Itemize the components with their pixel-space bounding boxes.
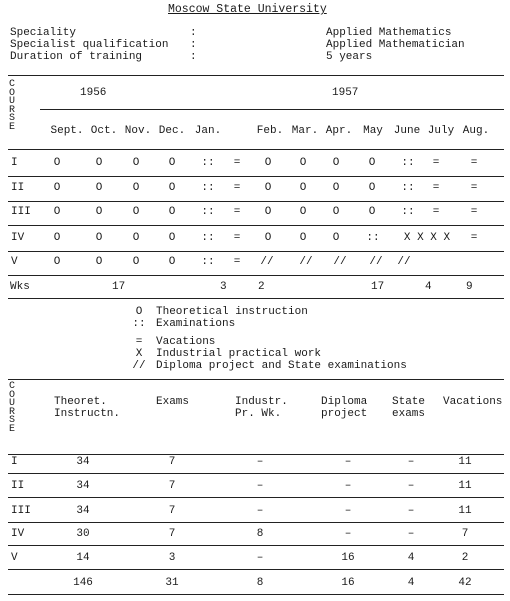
summary-total: 31: [165, 577, 179, 589]
summary-cell: 11: [458, 480, 472, 492]
schedule-cell: //: [369, 256, 383, 268]
summary-header: Instructn.: [54, 408, 121, 420]
course-letter: S: [8, 113, 15, 124]
summary-row-rule: [8, 473, 504, 474]
legend-text: Vacations: [156, 336, 216, 348]
month-rule: [8, 149, 504, 150]
legend-symbol: X: [135, 348, 143, 360]
summary-total: 8: [256, 577, 264, 589]
month-label: Jan.: [194, 125, 222, 137]
course-letter: R: [8, 406, 15, 418]
summary-row-rule: [8, 497, 504, 498]
month-label: Dec.: [158, 125, 186, 137]
info-label: Duration of training: [10, 51, 143, 63]
legend-text: Diploma project and State examinations: [156, 360, 407, 372]
schedule-cell: =: [233, 232, 241, 244]
schedule-cell: O: [95, 206, 103, 218]
info-value: Applied Mathematics: [326, 27, 452, 39]
row-rule: [8, 225, 504, 226]
schedule-cell: =: [233, 256, 241, 268]
schedule-cell: =: [233, 206, 241, 218]
summary-header: Exams: [156, 396, 190, 408]
summary-header: Pr. Wk.: [235, 408, 282, 420]
summary-course-label: II: [11, 480, 25, 492]
schedule-cell: O: [132, 182, 140, 194]
course-letter: R: [8, 104, 15, 116]
legend-symbol: O: [135, 306, 143, 318]
course-label: IV: [11, 232, 25, 244]
summary-cell: –: [344, 528, 352, 540]
summary-cell: 4: [407, 552, 415, 564]
info-separator: :: [190, 27, 197, 39]
summary-cell: –: [407, 456, 415, 468]
page-title: Moscow State University: [168, 3, 327, 16]
schedule-cell: O: [264, 157, 272, 169]
summary-course-label: III: [11, 505, 31, 517]
summary-cell: –: [407, 505, 415, 517]
schedule-cell: =: [470, 206, 478, 218]
summary-course-label: V: [11, 552, 18, 564]
course-letter: O: [8, 389, 15, 401]
schedule-cell: //: [333, 256, 347, 268]
schedule-cell: O: [332, 157, 340, 169]
legend-text: Examinations: [156, 318, 236, 330]
schedule-cell: =: [470, 232, 478, 244]
schedule-cell: O: [53, 182, 61, 194]
summary-cell: –: [256, 552, 264, 564]
schedule-cell: O: [368, 157, 376, 169]
month-label: Oct.: [90, 125, 118, 137]
summary-cell: 7: [461, 528, 469, 540]
schedule-cell: O: [95, 232, 103, 244]
schedule-cell: =: [233, 182, 241, 194]
month-label: Nov.: [124, 125, 152, 137]
schedule-cell: ::: [366, 232, 380, 244]
month-label: Aug.: [462, 125, 490, 137]
course-label: I: [11, 157, 18, 169]
summary-header: exams: [392, 408, 426, 420]
course-letter: U: [8, 398, 15, 409]
summary-top-rule: [8, 379, 504, 380]
month-label: Sept.: [50, 125, 84, 137]
summary-cell: –: [256, 456, 264, 468]
top-rule: [8, 75, 504, 76]
summary-cell: 2: [461, 552, 469, 564]
summary-cell: 16: [341, 552, 355, 564]
course-letter: S: [8, 415, 15, 426]
summary-cell: –: [344, 505, 352, 517]
month-label: May: [363, 125, 383, 137]
month-label: July: [427, 125, 455, 137]
info-label: Speciality: [10, 27, 77, 39]
row-rule: [8, 176, 504, 177]
schedule-cell: O: [264, 206, 272, 218]
summary-total: 42: [458, 577, 472, 589]
summary-header: Vacations: [443, 396, 503, 408]
schedule-cell: O: [299, 182, 307, 194]
summary-cell: 14: [76, 552, 90, 564]
schedule-cell: ::: [201, 256, 215, 268]
summary-cell: 11: [458, 456, 472, 468]
schedule-cell: O: [132, 206, 140, 218]
summary-row-rule: [8, 545, 504, 546]
summary-cell: 34: [76, 505, 90, 517]
schedule-cell: ::: [201, 182, 215, 194]
summary-cell: 7: [168, 480, 176, 492]
month-label: Apr.: [325, 125, 353, 137]
summary-cell: 11: [458, 505, 472, 517]
summary-header-rule: [8, 454, 504, 455]
summary-header: State: [392, 396, 426, 408]
schedule-cell: X X X X: [403, 232, 451, 244]
weeks-rule: [8, 298, 504, 299]
summary-course-label: I: [11, 456, 18, 468]
schedule-cell: O: [299, 157, 307, 169]
schedule-cell: ::: [201, 232, 215, 244]
summary-row-rule: [8, 522, 504, 523]
legend-symbol: =: [135, 336, 143, 348]
schedule-cell: O: [168, 182, 176, 194]
schedule-cell: =: [432, 206, 440, 218]
course-letter: E: [8, 423, 15, 435]
schedule-cell: O: [168, 157, 176, 169]
schedule-cell: O: [299, 206, 307, 218]
schedule-cell: O: [53, 256, 61, 268]
schedule-cell: =: [233, 157, 241, 169]
info-value: Applied Mathematician: [326, 39, 465, 51]
schedule-cell: O: [168, 256, 176, 268]
schedule-cell: O: [332, 182, 340, 194]
schedule-cell: ::: [201, 206, 215, 218]
weeks-value: 17: [112, 281, 126, 293]
row-rule: [8, 275, 504, 276]
schedule-cell: O: [95, 256, 103, 268]
schedule-cell: O: [368, 182, 376, 194]
schedule-cell: ::: [401, 206, 415, 218]
course-letter: C: [8, 381, 15, 392]
course-letter: C: [8, 79, 15, 90]
info-label: Specialist qualification: [10, 39, 169, 51]
summary-cell: 34: [76, 480, 90, 492]
summary-cell: 8: [256, 528, 264, 540]
year-1956: 1956: [80, 87, 107, 99]
schedule-cell: =: [470, 182, 478, 194]
summary-bottom-rule: [8, 594, 504, 595]
schedule-cell: O: [132, 157, 140, 169]
schedule-cell: O: [332, 206, 340, 218]
schedule-cell: O: [95, 182, 103, 194]
schedule-cell: =: [432, 157, 440, 169]
course-letter: E: [8, 121, 15, 133]
summary-row-rule: [8, 569, 504, 570]
schedule-cell: //: [397, 256, 411, 268]
row-rule: [8, 201, 504, 202]
schedule-cell: O: [264, 232, 272, 244]
schedule-cell: ::: [401, 157, 415, 169]
year-rule: [40, 109, 504, 110]
info-value: 5 years: [326, 51, 373, 63]
year-1957: 1957: [332, 87, 359, 99]
summary-cell: –: [256, 480, 264, 492]
schedule-cell: //: [299, 256, 313, 268]
weeks-value: 2: [258, 281, 265, 293]
legend-symbol: ::: [132, 318, 146, 330]
summary-cell: 7: [168, 456, 176, 468]
course-letter: O: [8, 87, 15, 99]
schedule-cell: O: [53, 232, 61, 244]
schedule-cell: ::: [201, 157, 215, 169]
summary-cell: –: [256, 505, 264, 517]
summary-cell: 30: [76, 528, 90, 540]
course-label: III: [11, 206, 31, 218]
schedule-cell: O: [168, 232, 176, 244]
legend-text: Theoretical instruction: [156, 306, 308, 318]
summary-cell: 34: [76, 456, 90, 468]
schedule-cell: O: [299, 232, 307, 244]
month-label: Feb.: [256, 125, 284, 137]
schedule-cell: O: [53, 157, 61, 169]
course-label: V: [11, 256, 18, 268]
summary-course-vertical-label: [6, 383, 18, 434]
month-label: Mar.: [291, 125, 319, 137]
weeks-label: Wks: [10, 281, 30, 293]
summary-cell: –: [407, 480, 415, 492]
schedule-cell: ::: [401, 182, 415, 194]
row-rule: [8, 251, 504, 252]
summary-course-label: IV: [11, 528, 25, 540]
info-separator: :: [190, 51, 197, 63]
summary-cell: –: [407, 528, 415, 540]
schedule-cell: =: [470, 157, 478, 169]
schedule-cell: O: [132, 232, 140, 244]
schedule-cell: O: [332, 232, 340, 244]
summary-cell: 7: [168, 505, 176, 517]
weeks-value: 4: [425, 281, 432, 293]
course-label: II: [11, 182, 25, 194]
weeks-value: 9: [466, 281, 473, 293]
legend-text: Industrial practical work: [156, 348, 322, 360]
schedule-cell: O: [132, 256, 140, 268]
summary-header: Industr.: [235, 396, 288, 408]
weeks-value: 17: [371, 281, 385, 293]
schedule-cell: =: [432, 182, 440, 194]
schedule-cell: //: [260, 256, 274, 268]
summary-header: Diploma: [321, 396, 368, 408]
legend-symbol: //: [132, 360, 146, 372]
info-separator: :: [190, 39, 197, 51]
schedule-cell: O: [95, 157, 103, 169]
summary-cell: –: [344, 480, 352, 492]
summary-header: Theoret.: [54, 396, 107, 408]
weeks-value: 3: [220, 281, 227, 293]
summary-total: 146: [73, 577, 93, 589]
course-letter: U: [8, 96, 15, 107]
summary-cell: 3: [168, 552, 176, 564]
schedule-cell: O: [168, 206, 176, 218]
summary-total: 16: [341, 577, 355, 589]
schedule-cell: O: [53, 206, 61, 218]
summary-cell: 7: [168, 528, 176, 540]
summary-cell: –: [344, 456, 352, 468]
schedule-cell: O: [368, 206, 376, 218]
summary-total: 4: [407, 577, 415, 589]
schedule-cell: O: [264, 182, 272, 194]
course-vertical-label: [6, 81, 18, 132]
summary-header: project: [321, 408, 368, 420]
month-label: June: [393, 125, 421, 137]
